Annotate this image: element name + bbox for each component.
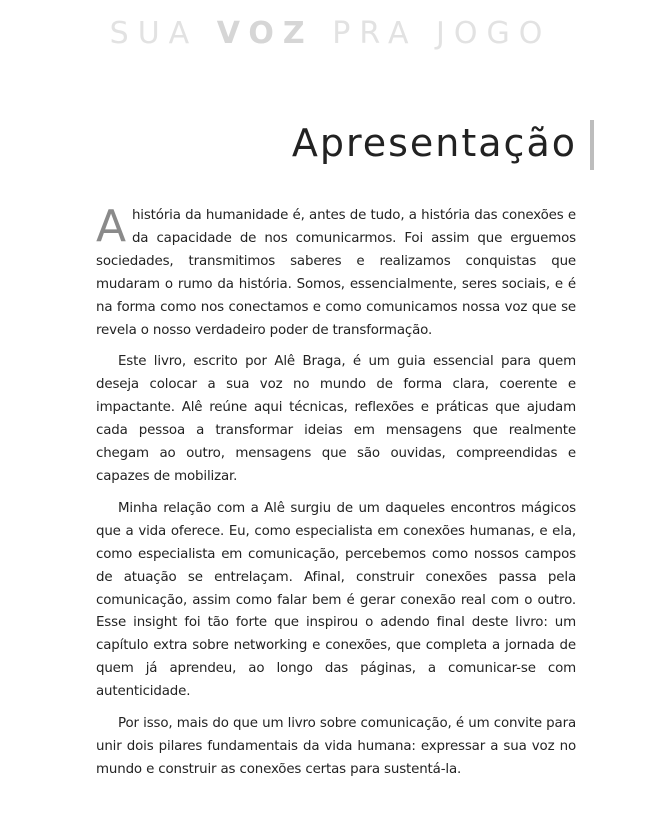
paragraph-4: Por isso, mais do que um livro sobre comunicação, é um convite para unir dois pilares fundamentais da vida humana: expressar a sua voz no mundo e construir as conexões certas para sustentá-la. — [96, 716, 576, 777]
running-header — [0, 14, 661, 54]
running-header-post: PRA JOGO — [313, 16, 552, 51]
paragraph-2: Este livro, escrito por Alê Braga, é um guia essencial para quem deseja colocar a sua voz no mundo de forma clara, coerente e impactante. Alê reúne aqui técnicas, reflexões e práticas que ajudam cada pessoa a transformar ideias em mensagens que realmente chegam ao outro, mensagens que são ouvidas, compreendidas e capazes de mobilizar. — [96, 354, 576, 484]
paragraph-1 — [96, 201, 576, 342]
paragraph-1-text: história da humanidade é, antes de tudo, a história das conexões e da capacidade de nos comunicarmos. Foi assim que erguemos sociedades, transmitimos saberes e realizamos conquistas que mudaram o rumo da história. Somos, essencialmente, seres sociais, e é na forma como nos conectamos e como comunicamos nossa voz que se revela o nosso verdadeiro poder de transformação. — [96, 208, 576, 338]
body-text — [96, 201, 576, 791]
drop-cap: A — [96, 201, 126, 252]
paragraph-3: Minha relação com a Alê surgiu de um daqueles encontros mágicos que a vida oferece. Eu, como especialista em conexões humanas, e ela, como especialista em comunicação, percebemos como nossos campos de atuação se entrelaçam. Afinal, construir conexões passa pela comunicação, assim como falar bem é gerar conexão real com o outro. Esse insight foi tão forte que inspirou o adendo final deste livro: um capítulo extra sobre networking e conexões, que completa a jornada de quem já aprendeu, ao longo das páginas, a comunicar-se com autenticidade. — [96, 500, 576, 700]
running-header-emphasis: VOZ — [216, 16, 314, 51]
chapter-title: Apresentação — [291, 121, 577, 165]
title-accent-bar — [590, 120, 594, 170]
running-header-pre: SUA — [109, 16, 217, 51]
